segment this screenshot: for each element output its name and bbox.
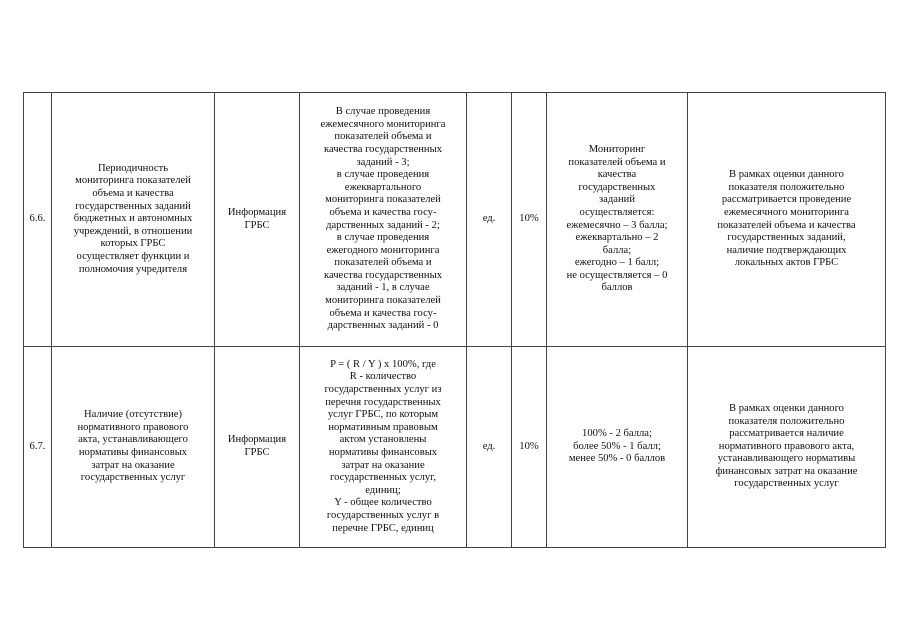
unit: ед.	[467, 93, 512, 347]
scoring-rules: Мониторинг показателей объема и качества государственных заданий осуществляется: ежемесячно – 3 балла; ежеквартально – 2 балла; ежегодно – 1 балл; не осуществляется – 0 баллов	[547, 93, 688, 347]
row-number: 6.6.	[24, 93, 52, 347]
table-row	[24, 347, 886, 548]
indicator-table	[23, 92, 886, 548]
calculation-formula: В случае проведения ежемесячного мониторинга показателей объема и качества государственных заданий - 3; в случае проведения ежеквартального мониторинга показателей объема и качества госу- дарственных заданий - 2; в случае проведения ежегодного мониторинга показателей объема и качества государственных заданий - 1, в случае мониторинга показателей объема и качества госу- дарственных заданий - 0	[300, 93, 467, 347]
weight: 10%	[512, 347, 547, 548]
scoring-rules: 100% - 2 балла; более 50% - 1 балл; менее 50% - 0 баллов	[547, 347, 688, 548]
data-source: Информация ГРБС	[215, 93, 300, 347]
unit: ед.	[467, 347, 512, 548]
comment: В рамках оценки данного показателя положительно рассматривается проведение ежемесячного мониторинга показателей объема и качества государственных заданий, наличие подтверждающих локальных актов ГРБС	[688, 93, 886, 347]
comment: В рамках оценки данного показателя положительно рассматривается наличие нормативного правового акта, устанавливающего нормативы финансовых затрат на оказание государственных услуг	[688, 347, 886, 548]
weight: 10%	[512, 93, 547, 347]
calculation-formula: P = ( R / Y ) x 100%, где R - количество государственных услуг из перечня государственных услуг ГРБС, по которым нормативным правовым актом установлены нормативы финансовых затрат на оказание государственных услуг, единиц; Y - общее количество государственных услуг в перечне ГРБС, единиц	[300, 347, 467, 548]
row-number: 6.7.	[24, 347, 52, 548]
indicator-name: Периодичность мониторинга показателей объема и качества государственных заданий бюджетных и автономных учреждений, в отношении которых ГРБС осуществляет функции и полномочия учредителя	[52, 93, 215, 347]
table-row	[24, 93, 886, 347]
data-source: Информация ГРБС	[215, 347, 300, 548]
indicator-name: Наличие (отсутствие) нормативного правового акта, устанавливающего нормативы финансовых затрат на оказание государственных услуг	[52, 347, 215, 548]
